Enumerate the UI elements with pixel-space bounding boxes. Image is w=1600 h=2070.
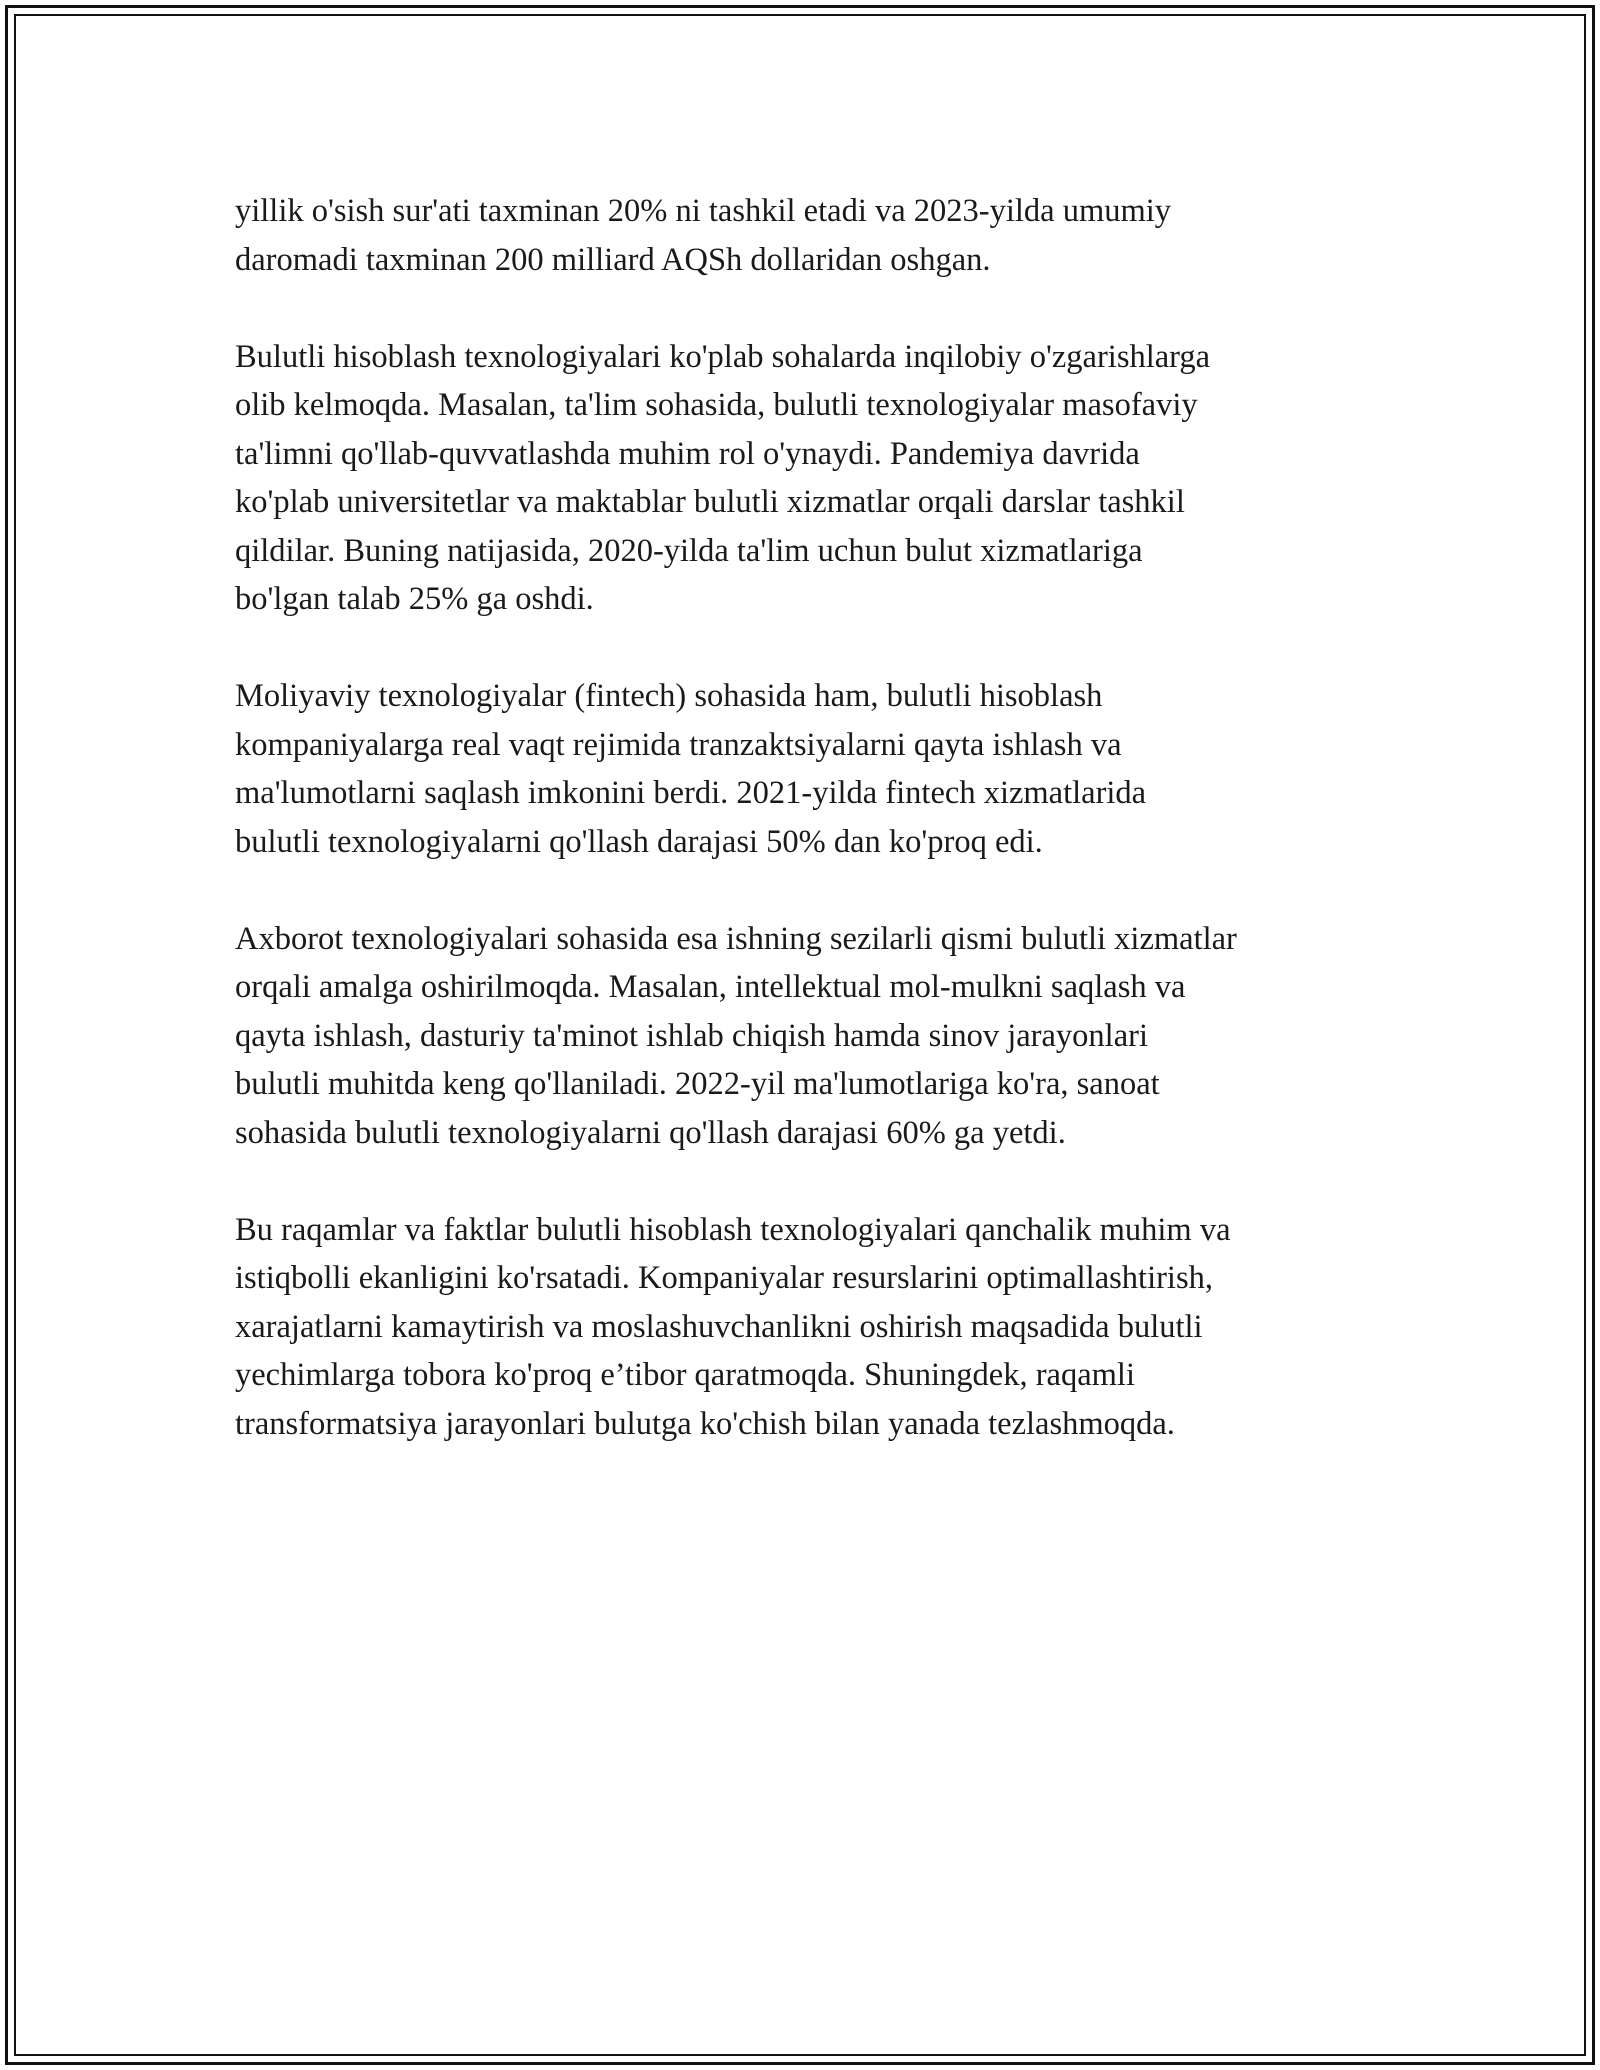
text-line: bulutli muhitda keng qo'llaniladi. 2022-yil ma'lumotlariga ko'ra, sanoat [235,1066,1160,1102]
text-line: qayta ishlash, dasturiy ta'minot ishlab chiqish hamda sinov jarayonlari [235,1017,1148,1054]
text-line: istiqbolli ekanligini ko'rsatadi. Kompaniyalar resurslarini optimallashtirish, [235,1260,1213,1296]
text-line: ta'limni qo'llab-quvvatlashda muhim rol o'ynaydi. Pandemiya davrida [235,435,1140,472]
text-line: daromadi taxminan 200 milliard AQSh dollaridan oshgan. [235,241,991,278]
paragraph-education [235,333,1395,624]
text-line: xarajatlarni kamaytirish va moslashuvchanlikni oshirish maqsadida bulutli [235,1308,1203,1345]
text-line: Axborot texnologiyalari sohasida esa ishning sezilarli qismi bulutli xizmatlar [235,920,1237,957]
paragraph-market-growth [235,187,1395,284]
text-line: Moliyaviy texnologiyalar (fintech) sohasida ham, bulutli hisoblash [235,678,1103,714]
paragraph-conclusion [235,1206,1395,1449]
text-line: olib kelmoqda. Masalan, ta'lim sohasida, bulutli texnologiyalar masofaviy [235,387,1198,423]
paragraph-fintech [235,672,1395,866]
text-line: Bu raqamlar va faktlar bulutli hisoblash texnologiyalari qanchalik muhim va [235,1211,1231,1248]
text-line: Bulutli hisoblash texnologiyalari ko'plab sohalarda inqilobiy o'zgarishlarga [235,338,1211,375]
text-line: qildilar. Buning natijasida, 2020-yilda ta'lim uchun bulut xizmatlariga [235,532,1143,569]
text-line: bo'lgan talab 25% ga oshdi. [235,581,594,617]
text-line: ko'plab universitetlar va maktablar bulutli xizmatlar orqali darslar tashkil [235,484,1185,520]
text-line: sohasida bulutli texnologiyalarni qo'llash darajasi 60% ga yetdi. [235,1114,1066,1151]
text-line: ma'lumotlarni saqlash imkonini berdi. 2021-yilda fintech xizmatlarida [235,775,1147,811]
text-line: yillik o'sish sur'ati taxminan 20% ni tashkil etadi va 2023-yilda umumiy [235,193,1172,229]
text-line: transformatsiya jarayonlari bulutga ko'chish bilan yanada tezlashmoqda. [235,1405,1175,1442]
paragraph-it-sector [235,915,1395,1158]
text-line: orqali amalga oshirilmoqda. Masalan, intellektual mol-mulkni saqlash va [235,969,1186,1005]
text-line: bulutli texnologiyalarni qo'llash darajasi 50% dan ko'proq edi. [235,823,1043,860]
text-line: yechimlarga tobora ko'proq e’tibor qaratmoqda. Shuningdek, raqamli [235,1357,1135,1393]
document-body [235,187,1395,1497]
text-line: kompaniyalarga real vaqt rejimida tranzaktsiyalarni qayta ishlash va [235,726,1122,763]
